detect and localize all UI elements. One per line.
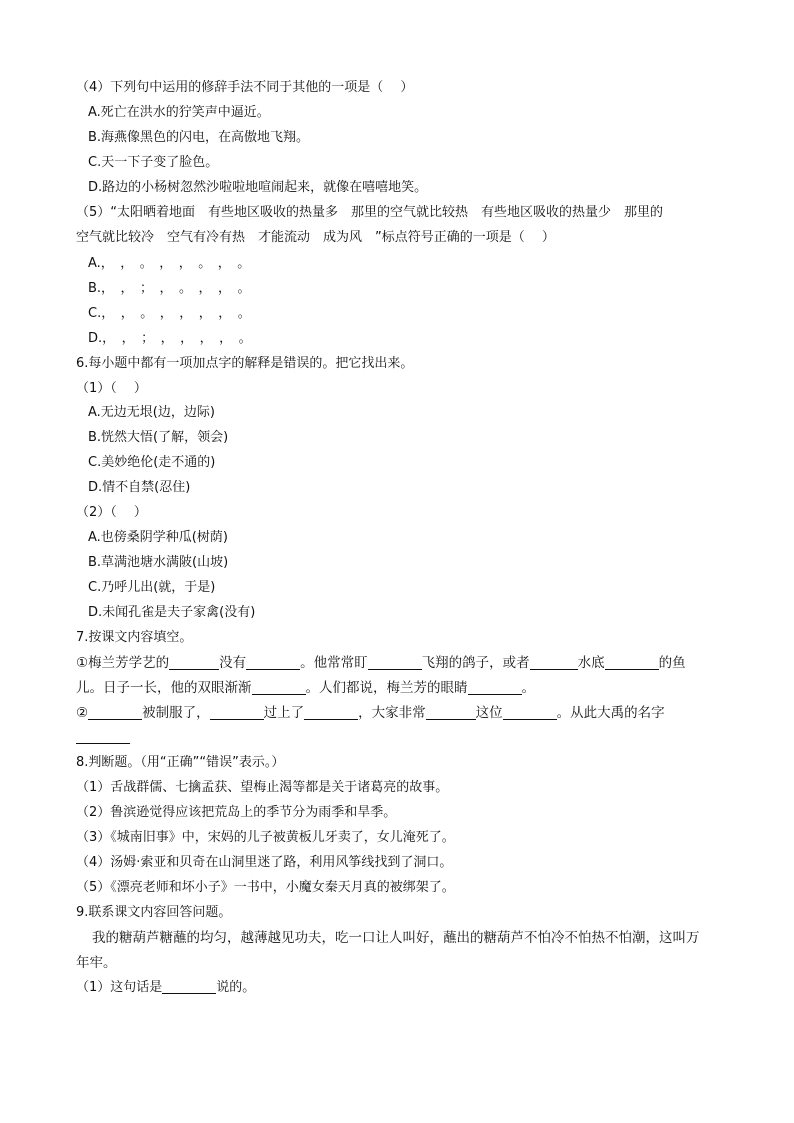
text-segment: 的鱼 [658, 655, 686, 671]
question-6-2-stem: （2）（ ） [76, 505, 147, 520]
text-segment: 飞翔的鸽子，或者 [421, 655, 530, 671]
answer-blank[interactable] [468, 680, 522, 695]
passage-line-2: 年牢。 [76, 955, 117, 971]
option-a: A.， ， 。 ， ， 。 ， 。 [88, 256, 251, 271]
judge-item-2: （2）鲁滨逊觉得应该把荒岛上的季节分为雨季和旱季。 [76, 805, 397, 820]
option-c: C.乃呼儿出(就，于是) [88, 580, 216, 595]
option-d: D.情不自禁(忍住) [88, 480, 191, 495]
answer-blank[interactable] [426, 705, 476, 720]
text-segment: ② [76, 705, 89, 721]
judge-item-1: （1）舌战群儒、七擒孟获、望梅止渴等都是关于诸葛亮的故事。 [76, 780, 449, 795]
option-a: A.也傍桑阴学种瓜(树荫) [88, 530, 228, 545]
text-segment: 。 [521, 680, 535, 696]
answer-blank[interactable] [368, 655, 422, 670]
question-7-title: 7.按课文内容填空。 [76, 630, 193, 645]
fill-line-2 [76, 678, 535, 698]
answer-blank[interactable] [210, 705, 264, 720]
answer-blank[interactable] [530, 655, 578, 670]
fill-line-4 [76, 728, 130, 748]
answer-blank[interactable] [503, 705, 557, 720]
text-segment: 。人们都说，梅兰芳的眼睛 [305, 680, 468, 696]
question-6-title: 6.每小题中都有一项加点字的解释是错误的。把它找出来。 [76, 356, 414, 371]
answer-blank[interactable] [304, 705, 358, 720]
fill-line-1 [76, 653, 686, 673]
text-segment: （1）这句话是 [76, 980, 163, 995]
text-segment: 水底 [577, 655, 605, 671]
question-8-title: 8.判断题。（用“正确”“错误”表示。） [76, 755, 285, 770]
text-segment: 被制服了， [142, 705, 210, 721]
option-c: C.天一下子变了脸色。 [88, 155, 219, 170]
fill-line-3 [76, 703, 665, 723]
text-segment: 说的。 [216, 980, 256, 995]
option-b: B.海燕像黑色的闪电，在高傲地飞翔。 [88, 130, 310, 145]
passage-line-1: 我的糖葫芦糖蘸的均匀，越薄越见功夫，吃一口让人叫好，蘸出的糖葫芦不怕冷不怕热不怕潮，这叫万 [92, 930, 700, 946]
judge-item-5: （5）《漂亮老师和坏小子》一书中，小魔女秦天月真的被绑架了。 [76, 880, 455, 895]
option-d: D.， ， ； ， ， ， ， 。 [88, 331, 252, 346]
option-d: D.路边的小杨树忽然沙啦啦地喧闹起来，就像在嘻嘻地笑。 [88, 180, 428, 195]
answer-blank[interactable] [76, 729, 130, 744]
option-a: A.无边无垠(边，边际) [88, 405, 215, 420]
text-segment: 儿。日子一长，他的双眼渐渐 [76, 680, 252, 696]
option-b: B.草满池塘水满陂(山坡) [88, 555, 229, 570]
text-segment: 。他常常盯 [300, 655, 368, 671]
text-segment: 没有 [219, 655, 247, 671]
option-c: C.美妙绝伦(走不通的) [88, 455, 216, 470]
judge-item-4: （4）汤姆·索亚和贝奇在山洞里迷了路，利用风筝线找到了洞口。 [76, 855, 453, 870]
text-segment: 过上了 [263, 705, 305, 721]
answer-blank[interactable] [605, 655, 659, 670]
option-a: A.死亡在洪水的狞笑声中逼近。 [88, 105, 270, 120]
answer-blank[interactable] [162, 979, 216, 994]
question-5-5-stem-line2: 空气就比较冷 空气有冷有热 才能流动 成为风 ”标点符号正确的一项是（ ） [76, 230, 555, 245]
option-b: B.恍然大悟(了解，领会) [88, 430, 229, 445]
text-segment: 这位 [475, 705, 503, 721]
option-c: C.， ， 。 ， ， ， ， 。 [88, 306, 251, 321]
question-5-5-stem-line1: （5）“太阳晒着地面 有些地区吸收的热量多 那里的空气就比较热 有些地区吸收的热量少 那里的 [76, 205, 664, 220]
answer-blank[interactable] [252, 680, 306, 695]
text-segment: ，大家非常 [358, 705, 426, 721]
option-d: D.未闻孔雀是夫子家禽(没有) [88, 605, 256, 620]
question-9-title: 9.联系课文内容回答问题。 [76, 905, 232, 920]
answer-blank[interactable] [169, 655, 219, 670]
answer-blank[interactable] [246, 655, 300, 670]
question-9-1 [76, 978, 255, 998]
option-b: B.， ， ； ， 。 ， ， 。 [88, 281, 251, 296]
question-6-1-stem: （1）（ ） [76, 381, 147, 396]
judge-item-3: （3）《城南旧事》中，宋妈的儿子被黄板儿牙卖了，女儿淹死了。 [76, 830, 455, 845]
text-segment: ①梅兰芳学艺的 [76, 655, 170, 671]
text-segment: 。从此大禹的名字 [556, 705, 665, 721]
question-5-4-stem: （4）下列句中运用的修辞手法不同于其他的一项是（ ） [76, 80, 414, 95]
answer-blank[interactable] [88, 705, 142, 720]
